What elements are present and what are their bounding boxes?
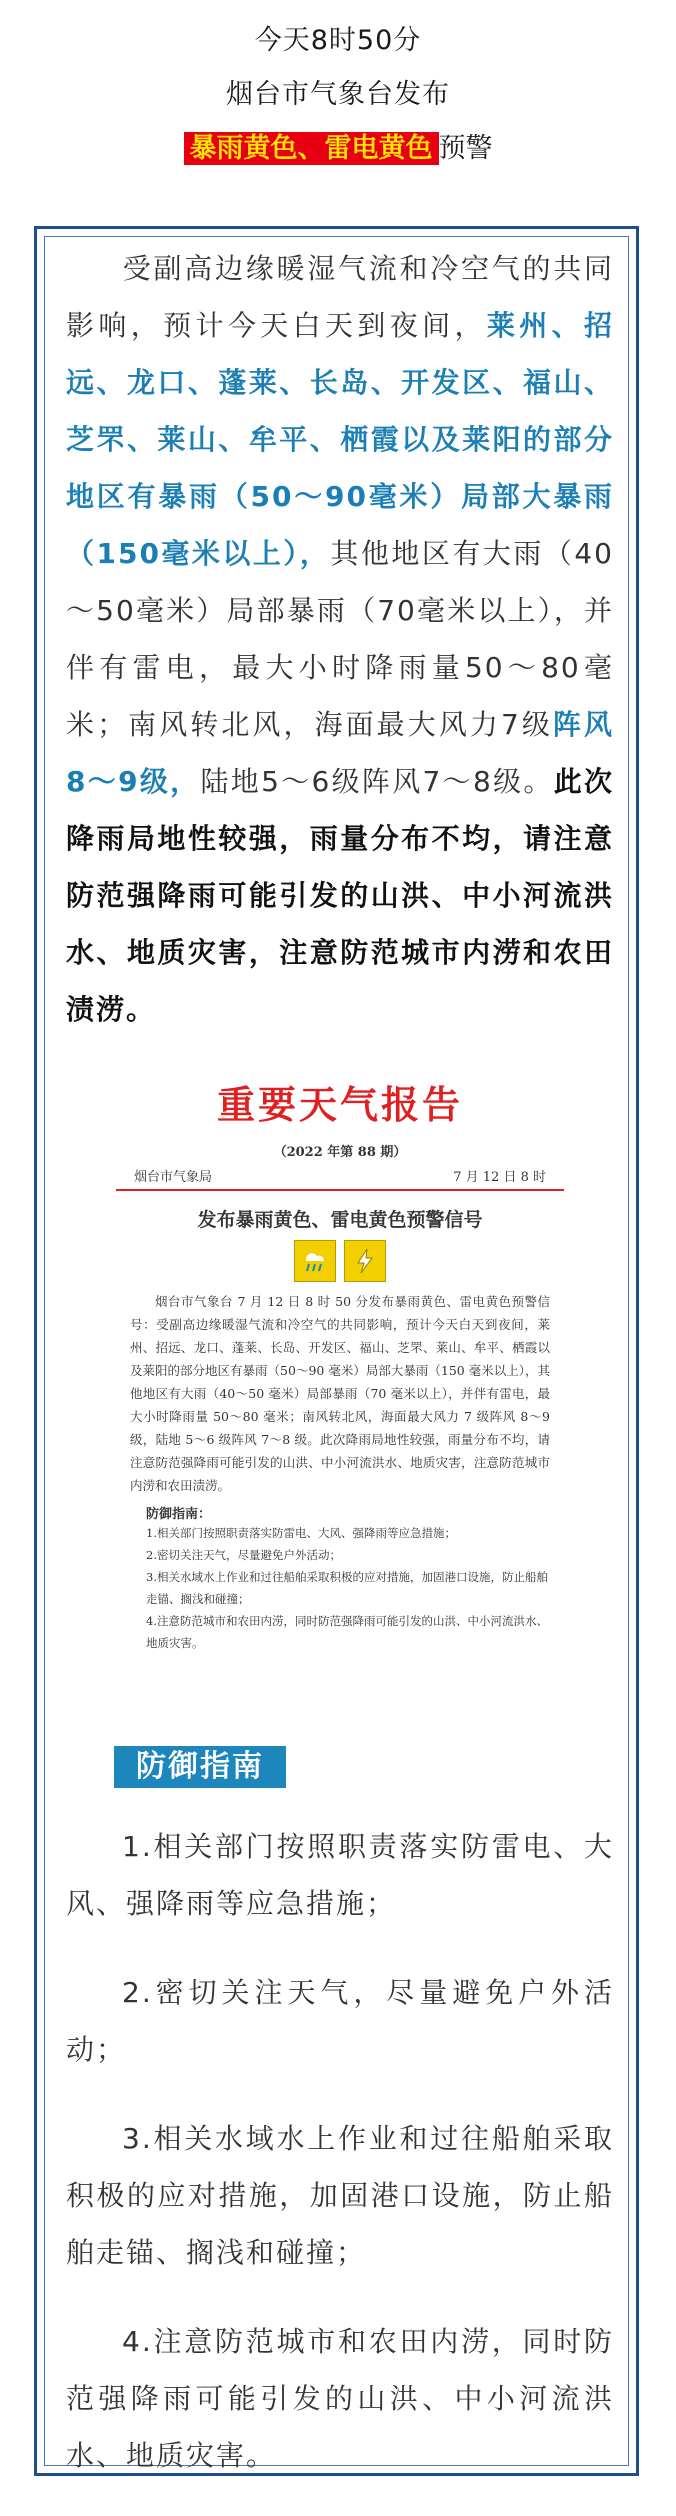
gust-text: 阵风8～9级，: [66, 708, 614, 798]
guide-badge: 防御指南: [114, 1746, 286, 1788]
forecast-areas: 莱州、招远、龙口、蓬莱、长岛、开发区、福山、芝罘、莱山、牟平、栖霞以及莱阳的部分地区有暴雨（50～90毫米）局部大暴雨（150毫米以上），: [66, 309, 614, 570]
guide-item: [66, 1964, 614, 2078]
forecast-intro: 受副高边缘暖湿气流和冷空气的共同影响，预计今天白天到夜间，: [66, 252, 614, 342]
land-wind: 陆地5～6级阵风7～8级。: [200, 765, 554, 798]
report-heading: 发布暴雨黄色、雷电黄色预警信号: [197, 1209, 483, 1231]
report-date: 7 月 12 日 8 时: [453, 1170, 546, 1185]
forecast-warning: 此次降雨局地性较强，雨量分布不均，请注意防范强降雨可能引发的山洪、中小河流洪水、地质灾害，注意防范城市内涝和农田渍涝。: [66, 765, 614, 1026]
guide-item: [66, 2313, 614, 2484]
lightning-yellow-icon: [344, 1240, 386, 1282]
report-guide-item: 3.相关水域水上作业和过往船舶采取积极的应对措施，加固港口设施，防止船舶走锚、搁浅和碰撞；: [146, 1570, 548, 1606]
guide-item: [66, 1818, 614, 1932]
guide-item-text: 3.相关水域水上作业和过往船舶采取积极的应对措施，加固港口设施，防止船舶走锚、搁浅和碰撞；: [66, 2122, 614, 2269]
report-meta: [116, 1166, 564, 1191]
guide-item-text: 1.相关部门按照职责落实防雷电、大风、强降雨等应急措施；: [66, 1830, 614, 1920]
header: [0, 0, 676, 176]
forecast-other: 其他地区有大雨（40～50毫米）局部暴雨（70毫米以上），并伴有雷电，最大小时降雨量50～80毫米；南风转北风，海面最大风力7级: [66, 537, 614, 741]
weather-report-image: [116, 1066, 564, 1666]
guide-list: [66, 1818, 614, 2516]
warning-highlight: 暴雨黄色、雷电黄色: [184, 132, 439, 165]
report-office: 烟台市气象局: [134, 1170, 213, 1185]
guide-item: [66, 2110, 614, 2281]
guide-item-text: 4.注意防范城市和农田内涝，同时防范强降雨可能引发的山洪、中小河流洪水、地质灾害。: [66, 2325, 614, 2472]
report-guide-item: 4.注意防范城市和农田内涝，同时防范强降雨可能引发的山洪、中小河流洪水、地质灾害。: [146, 1614, 548, 1650]
issuer: 烟台市气象台发布: [226, 79, 450, 110]
report-body: 烟台市气象台 7 月 12 日 8 时 50 分发布暴雨黄色、雷电黄色预警信号：受副高边缘暖湿气流和冷空气的共同影响，预计今天白天到夜间，莱州、招远、龙口、蓬莱、长岛、开发区、福山、芝罘、莱山、牟平、栖霞以及莱阳的部分地区有暴雨（50～90 毫米）局部大暴雨（150 毫米以上），其他地区有大雨（40～50 毫米）局部暴雨（70 毫米以上），并伴有雷电，最大小时降雨量 50～80 毫米；南风转北风，海面最大风力 7 级阵风 8～9 级，陆地 5～6 级阵风 7～8 级。此次降雨局地性较强，雨量分布不均，请注意防范强降雨可能引发的山洪、中小河流洪水、地质灾害，注意防范城市内涝和农田渍涝。: [130, 1294, 550, 1493]
issue-time: 今天8时50分: [254, 25, 422, 56]
rainstorm-yellow-icon: [294, 1240, 336, 1282]
guide-item-text: 2.密切关注天气，尽量避免户外活动；: [66, 1976, 614, 2066]
report-guide-item: 2.密切关注天气，尽量避免户外活动；: [146, 1548, 341, 1562]
forecast-paragraph: [66, 240, 614, 1038]
warning-line: [0, 122, 676, 176]
signal-icons: [116, 1240, 564, 1282]
report-guide-title: 防御指南：: [146, 1507, 212, 1522]
report-title: 重要天气报告: [216, 1082, 463, 1127]
warning-suffix: 预警: [438, 133, 493, 164]
report-guide-list: [116, 1522, 564, 1654]
report-issue: （2022 年第 88 期）: [273, 1145, 407, 1160]
report-guide-item: 1.相关部门按照职责落实防雷电、大风、强降雨等应急措施；: [146, 1526, 456, 1540]
